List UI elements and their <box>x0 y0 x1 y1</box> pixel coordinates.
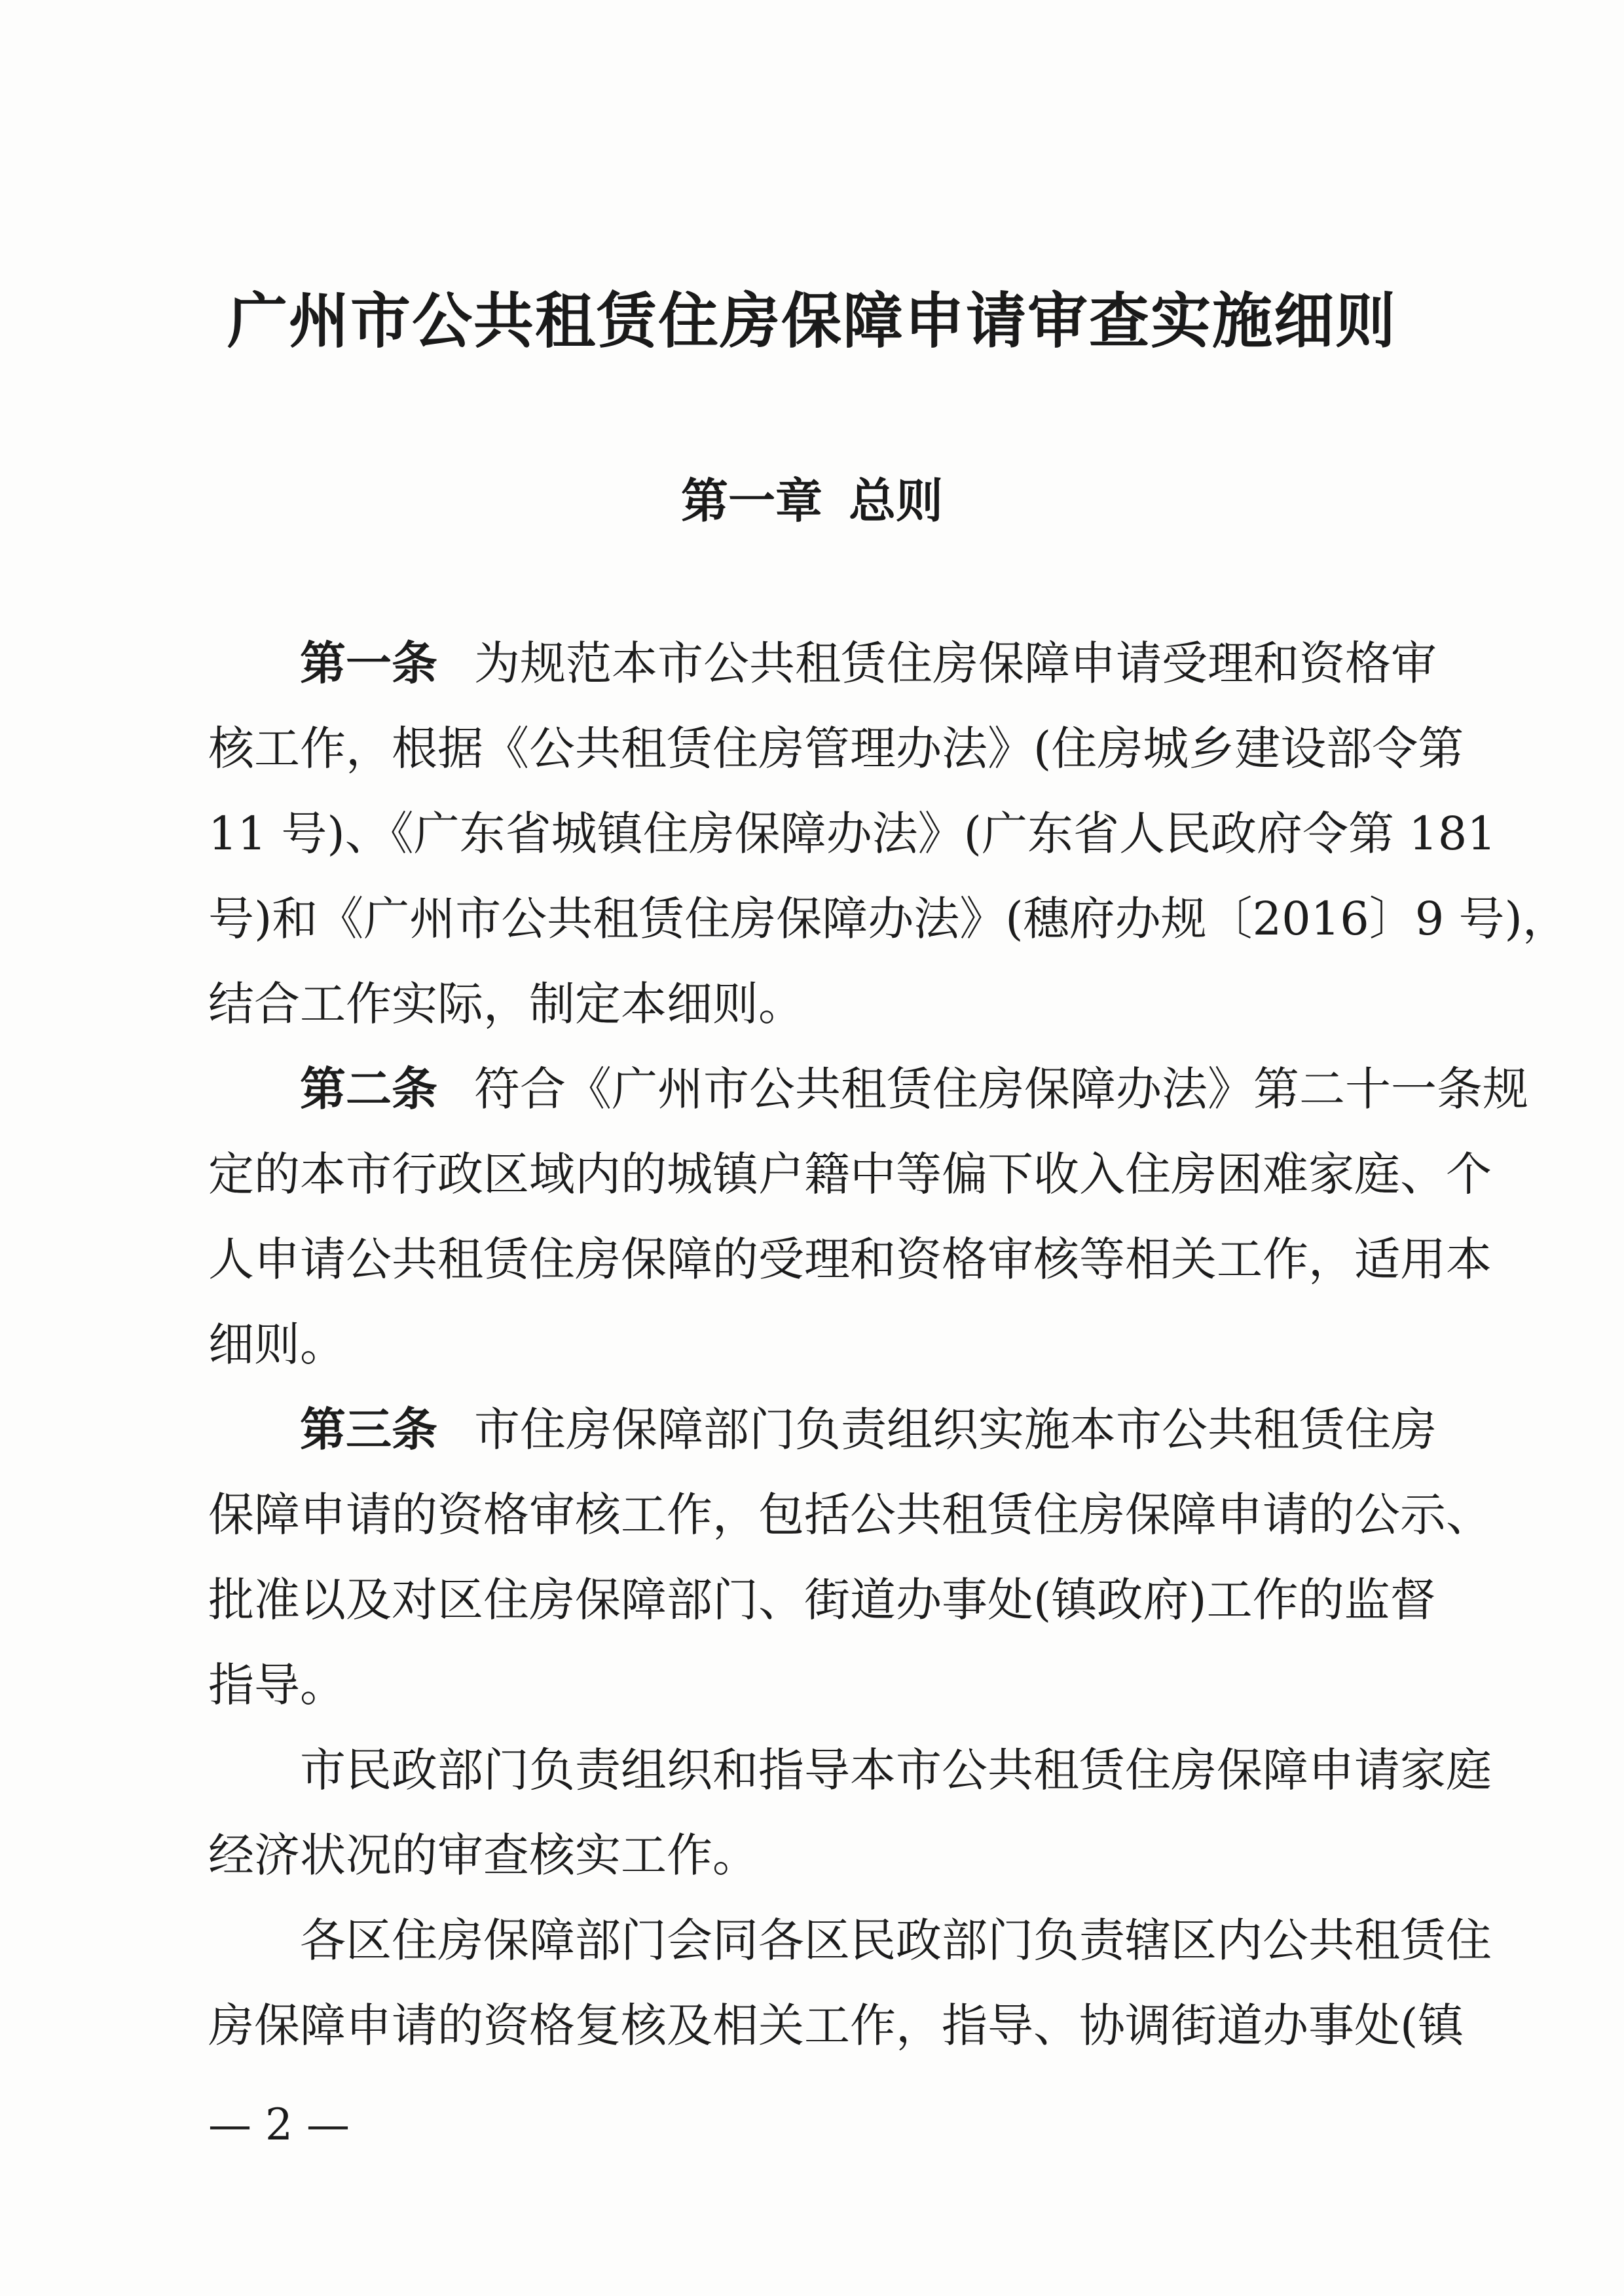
paragraph-line: 经济状况的审查核实工作。 <box>208 1828 758 1882</box>
paragraph-line: 细则。 <box>208 1318 346 1371</box>
paragraph-line: 核工作，根据《公共租赁住房管理办法》(住房城乡建设部令第 <box>208 722 1464 775</box>
paragraph-line: 结合工作实际，制定本细则。 <box>208 977 804 1031</box>
document-body <box>208 621 1568 2068</box>
article-label: 第二条 <box>300 1062 437 1116</box>
paragraph-line: 定的本市行政区域内的城镇户籍中等偏下收入住房困难家庭、个 <box>208 1147 1492 1201</box>
paragraph-line: 人申请公共租赁住房保障的受理和资格审核等相关工作，适用本 <box>208 1232 1492 1286</box>
page-number: — 2 — <box>208 2100 350 2150</box>
paragraph-line: 保障申请的资格审核工作，包括公共租赁住房保障申请的公示、 <box>208 1488 1492 1542</box>
paragraph-line: 市民政部门负责组织和指导本市公共租赁住房保障申请家庭 <box>300 1743 1492 1797</box>
chapter-heading <box>0 465 1624 537</box>
paragraph-line: 房保障申请的资格复核及相关工作，指导、协调街道办事处(镇 <box>208 1999 1464 2052</box>
paragraph-line: 第二条 符合《广州市公共租赁住房保障办法》第二十一条规 <box>300 1062 1528 1116</box>
article-label: 第一条 <box>300 637 437 690</box>
paragraph-line: 第三条 市住房保障部门负责组织实施本市公共租赁住房 <box>300 1403 1437 1456</box>
paragraph-line: 指导。 <box>208 1658 346 1712</box>
article-label: 第三条 <box>300 1403 437 1456</box>
chapter-name: 总则 <box>849 473 944 528</box>
document-title: 广州市公共租赁住房保障申请审查实施细则 <box>227 286 1397 356</box>
chapter-number: 第一章 <box>680 473 822 528</box>
paragraph-line: 批准以及对区住房保障部门、街道办事处(镇政府)工作的监督 <box>208 1573 1436 1627</box>
paragraph-line: 11 号)、《广东省城镇住房保障办法》(广东省人民政府令第 181 <box>208 807 1496 861</box>
paragraph-line: 第一条 为规范本市公共租赁住房保障申请受理和资格审 <box>300 637 1437 690</box>
paragraph-line: 号)和《广州市公共租赁住房保障办法》(穗府办规〔2016〕9 号)， <box>208 892 1568 946</box>
paragraph-line: 各区住房保障部门会同各区民政部门负责辖区内公共租赁住 <box>300 1914 1492 1967</box>
